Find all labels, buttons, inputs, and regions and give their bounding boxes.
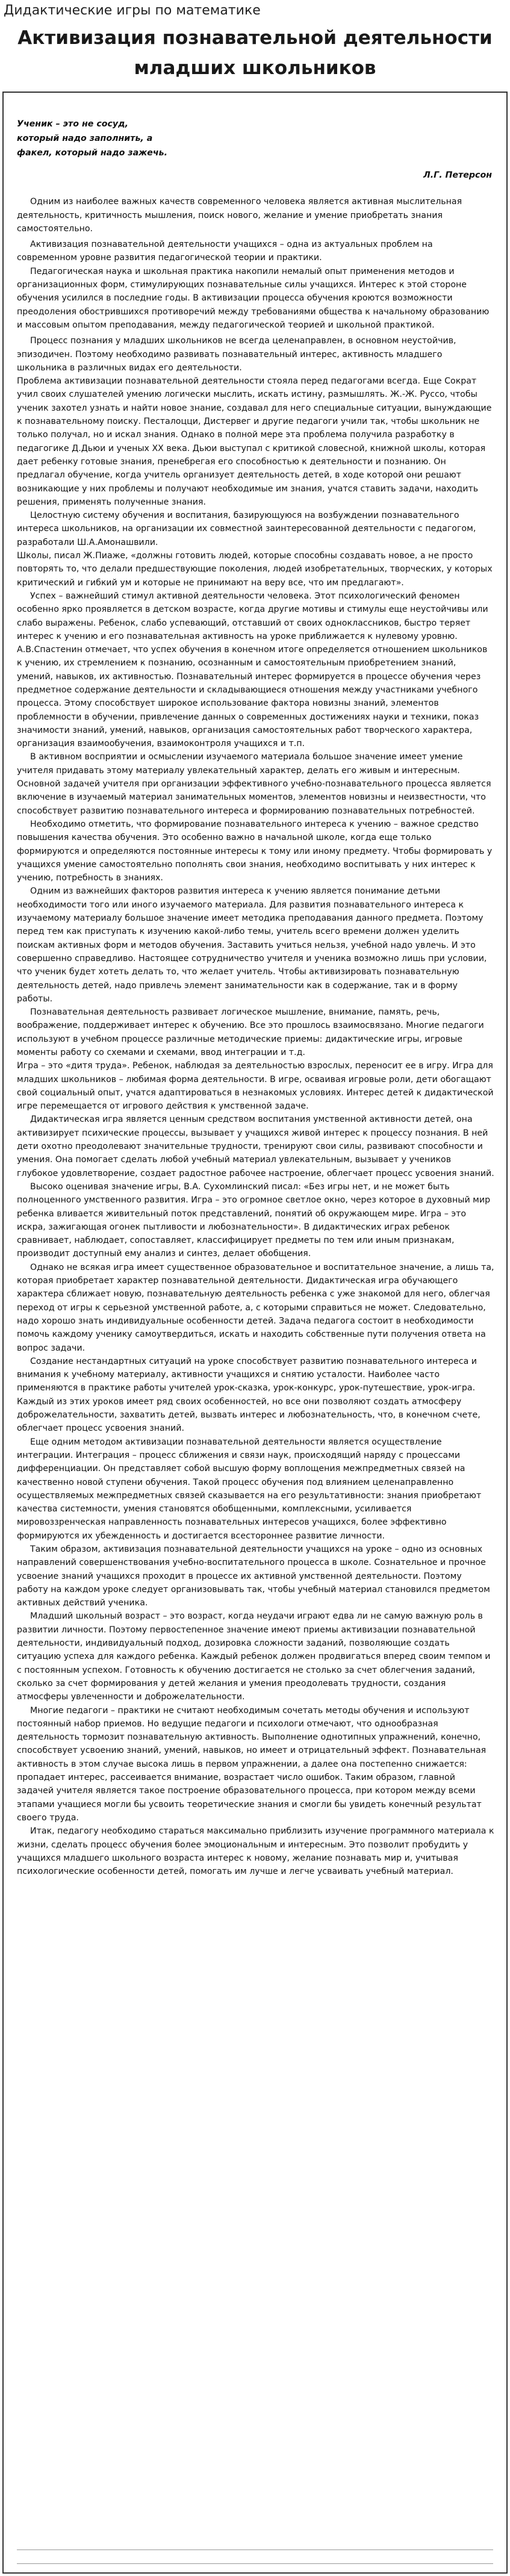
paragraph: Игра – это «дитя труда». Ребенок, наблюдая за деятельностью взрослых, переносит ее в игру. Игра для младших школьников – любимая форма деятельности. В игре, осваивая игровые роли, дети обогащают свой социальный опыт, учатся адаптироваться в незнакомых условиях. Интерес детей к дидактической игре перемещается от игрового действия к умственной задаче. <box>17 1061 494 1112</box>
paragraph: Проблема активизации познавательной деятельности стояла перед педагогами всегда. Еще Сократ учил своих слушателей умению логически мыслить, искать истину, размышлять. Ж.-Ж. Руссо, чтобы ученик захотел узнать и найти новое знание, создавал для него специальные ситуации, вынуждающие к познавательному поиску. Песталоцци, Дистервег и другие педагоги учили так, чтобы школьник не только получал, но и искал знания. Однако в полной мере эта проблема получила разработку в педагогике Д.Дьюи и ученых XX века. Дьюи выступал с критикой словесной, книжной школы, которая дает ребенку готовые знания, пренебрегая его способностью к деятельности и познанию. Он предлагал обучение, когда учитель организует деятельность детей, в ходе которой они решают возникающие у них проблемы и получают необходимые им знания, учатся ставить задачи, находить решения, применять полученные знания. <box>17 376 492 507</box>
paragraph: Однако не всякая игра имеет существенное образовательное и воспитательное значение, а лишь та, которая приобретает характер познавательной деятельности. Дидактическая игра обучающего характера сближает новую, познавательную деятельность ребенка с уже знакомой для него, облегчая переход от игры к серьезной умственной работе, а, с которыми справиться не может. Следовательно, надо хорошо знать индивидуальные особенности детей. Задача педагога состоит в необходимости помочь каждому ученику самоутвердиться, искать и находить собственные пути получения ответа на вопрос задачи. <box>17 1262 494 1353</box>
epigraph-author: Л.Г. Петерсон <box>423 170 492 180</box>
paragraph: Активизация познавательной деятельности учащихся – одна из актуальных проблем на современном уровне развития педагогической теории и практики. <box>17 240 433 263</box>
paragraph: Еще одним методом активизации познавательной деятельности является осуществление интеграции. Интеграция – процесс сближения и связи наук, происходящий наряду с процессами дифференциации. Он представляет собой высшую форму воплощения межпредметных связей на качественно новой ступени обучения. Такой процесс обучения под влиянием целенаправленно осуществляемых межпредметных связей сказывается на его результативности: знания приобретают качества системности, умения становятся обобщенными, комплексными, усиливается мировоззренческая направленность познавательных интересов учащихся, более эффективно формируются их убежденность и достигается всестороннее развитие личности. <box>17 1437 482 1541</box>
article-frame <box>2 92 508 2574</box>
paragraph: Познавательная деятельность развивает логическое мышление, внимание, память, речь, воображение, поддерживает интерес к обучению. Все это прошлось взаимосвязано. Многие педагоги используют в учебном процессе различные методические приемы: дидактические игры, игровые моменты работу со схемами и схемами, ввод интеграции и т.д. <box>17 1007 484 1057</box>
paragraph: Создание нестандартных ситуаций на уроке способствует развитию познавательного интереса и внимания к учебному материалу, активности учащихся и снятию усталости. Наиболее часто применяются в практике работы учителей урок-сказка, урок-конкурс, урок-путешествие, урок-игра. Каждый из этих уроков имеет ряд своих особенностей, но все они позволяют создать атмосферу доброжелательности, захватить детей, вызвать интерес и любознательность, что, в конечном счете, облегчает процесс усвоения знаний. <box>17 1356 480 1434</box>
paragraph: Успех – важнейший стимул активной деятельности человека. Этот психологический феномен особенно ярко проявляется в детском возрасте, когда другие мотивы и стимулы еще неустойчивы или слабо выражены. Ребенок, слабо успевающий, отставший от своих одноклассников, быстро теряет интерес к учению и его познавательная активность на уроке приближается к нулевому уровню. А.В.Спастенин отмечает, что успех обучения в конечном итоге определяется отношением школьников к учению, их стремлением к познанию, осознанным и самостоятельным приобретением знаний, умений, навыков, их активностью. Познавательный интерес формируется в процессе обучения через предметное содержание деятельности и складывающиеся отношения между участниками учебного процесса. Этому способствует широкое использование фактора новизны знаний, элементов проблемности в обучении, привлечение данных о современных достижениях науки и техники, показ значимости знаний, умений, навыков, организация самостоятельных работ творческого характера, организация взаимообучения, взаимоконтроля учащихся и т.п. <box>17 591 488 749</box>
paragraph: Высоко оценивая значение игры, В.А. Сухомлинский писал: «Без игры нет, и не может быть полноценного умственного развития. Игра – это огромное светлое окно, через которое в духовный мир ребенка вливается живительный поток представлений, понятий об окружающем мире. Игра – это искра, зажигающая огонек пытливости и любознательности». В дидактических играх ребенок сравнивает, наблюдает, сопоставляет, классифицирует предметы по тем или иным признакам, производит доступный ему анализ и синтез, делает обобщения. <box>17 1181 491 1259</box>
paragraph: Необходимо отметить, что формирование познавательного интереса к учению – важное средство повышения качества обучения. Это особенно важно в начальной школе, когда еще только формируются и определяются постоянные интересы к тому или иному предмету. Чтобы формировать у учащихся умение самостоятельно пополнять свои знания, необходимо воспитывать у них интерес к учению, потребность в знаниях. <box>17 819 493 883</box>
paragraph: В активном восприятии и осмыслении изучаемого материала большое значение имеет умение учителя придавать этому материалу увлекательный характер, делать его живым и интересным. Основной задачей учителя при организации эффективного учебно-познавательного процесса является включение в изучаемый материал занимательных моментов, элементов новизны и неизвестности, что способствует развитию познавательного интереса и формированию познавательных потребностей. <box>17 752 491 816</box>
paragraph: Таким образом, активизация познавательной деятельности учащихся на уроке – одно из основных направлений совершенствования учебно-воспитательного процесса в школе. Сознательное и прочное усвоение знаний учащихся проходит в процессе их активной умственной деятельности. Поэтому работу на каждом уроке следует организовывать так, чтобы учебный материал становился предметом активных действий ученика. <box>17 1544 490 1608</box>
paragraph: Одним из наиболее важных качеств современного человека является активная мыслительная деятельность, критичность мышления, поиск нового, желание и умение приобретать знания самостоятельно. <box>17 197 462 234</box>
article-title-text: Активизация познавательной деятельности младших школьников <box>17 27 493 79</box>
paragraph: Педагогическая наука и школьная практика накопили немалый опыт применения методов и организационных форм, стимулирующих познавательные силы учащихся. Интерес к этой стороне обучения усилился в последние годы. В активизации процесса обучения кроются возможности преодоления обострившихся противоречий между требованиями общества к начальному образованию и массовым опытом преподавания, между педагогической теорией и школьной практикой. <box>17 266 490 330</box>
paragraph: Итак, педагогу необходимо стараться максимально приблизить изучение программного материала к жизни, сделать процесс обучения более эмоциональным и интересным. Это позволит пробудить у учащихся младшего школьного возраста интерес к новому, желание познавать мир и, учитывая психологические особенности детей, помогать им лучше и легче усваивать учебный материал. <box>17 1826 494 1877</box>
epigraph-text: Ученик – это не сосуд, который надо заполнить, а факел, который надо зажечь. <box>17 119 168 158</box>
paragraph: Школы, писал Ж.Пиаже, «должны готовить людей, которые способны создавать новое, а не просто повторять то, что делали предшествующие поколения, людей изобретательных, творческих, у которых критический и гибкий ум и которые не принимают на веру все, что им предлагают». <box>17 551 493 588</box>
site-header-title: Дидактические игры по математике <box>4 3 261 18</box>
article-body <box>17 117 494 1878</box>
paragraph: Младший школьный возраст – это возраст, когда неудачи играют едва ли не самую важную роль в развитии личности. Поэтому первостепенное значение имеют приемы активизации познавательной деятельности, индивидуальный подход, дозировка сложности заданий, позволяющие создать ситуацию успеха для каждого ребенка. Каждый ребенок должен продвигаться вперед своим темпом и с постоянным успехом. Готовность к обучению достигается не столько за счет облегчения заданий, сколько за счет формирования у детей желания и умения преодолевать трудности, создания атмосферы увлеченности и доброжелательности. <box>17 1611 491 1702</box>
paragraph: Многие педагоги – практики не считают необходимым сочетать методы обучения и используют постоянный набор приемов. Но ведущие педагоги и психологи отмечают, что однообразная деятельность тормозит познавательную активность. Выполнение однотипных упражнений, конечно, способствует усвоению знаний, умений, навыков, но имеет и отрицательный эффект. Познавательная активность в этом случае высока лишь в первом упражнении, а далее она постепенно снижается: пропадает интерес, рассеивается внимание, возрастает число ошибок. Таким образом, главной задачей учителя является такое построение образовательного процесса, при котором между всеми этапами учащиеся могли бы усвоить теоретические знания и смогли бы увидеть конечный результат своего труда. <box>17 1705 487 1823</box>
paragraph: Дидактическая игра является ценным средством воспитания умственной активности детей, она активизирует психические процессы, вызывает у учащихся живой интерес к процессу познания. В ней дети охотно преодолевают значительные трудности, тренируют свои силы, развивают способности и умения. Она помогает сделать любой учебный материал увлекательным, вызывает у учеников глубокое удовлетворение, создает радостное рабочее настроение, облегчает процесс усвоения знаний. <box>17 1115 494 1178</box>
paragraph: Целостную систему обучения и воспитания, базирующуюся на возбуждении познавательного интереса школьников, на организации их совместной заинтересованной деятельности с педагогом, разработали Ш.А.Амонашвили. <box>17 511 476 547</box>
paragraph: Процесс познания у младших школьников не всегда целенаправлен, в основном неустойчив, эпизодичен. Поэтому необходимо развивать познавательный интерес, активность младшего школьника в различных видах его деятельности. <box>17 336 456 373</box>
paragraph: Одним из важнейших факторов развития интереса к учению является понимание детьми необходимости того или иного изучаемого материала. Для развития познавательного интереса к изучаемому материалу большое значение имеет методика преподавания данного предмета. Поэтому перед тем как приступать к изучению какой-либо темы, учитель всего времени должен уделить поискам активных форм и методов обучения. Заставить учиться нельзя, учебной надо увлечь. И это совершенно справедливо. Настоящее сотрудничество учителя и ученика возможно лишь при условии, что ученик будет хотеть делать то, что желает учитель. Чтобы активизировать познавательную деятельность детей, надо привлечь элемент занимательности как в содержание, так и в форму работы. <box>17 886 487 1004</box>
footer-divider <box>17 2550 493 2564</box>
article-title <box>0 23 510 83</box>
